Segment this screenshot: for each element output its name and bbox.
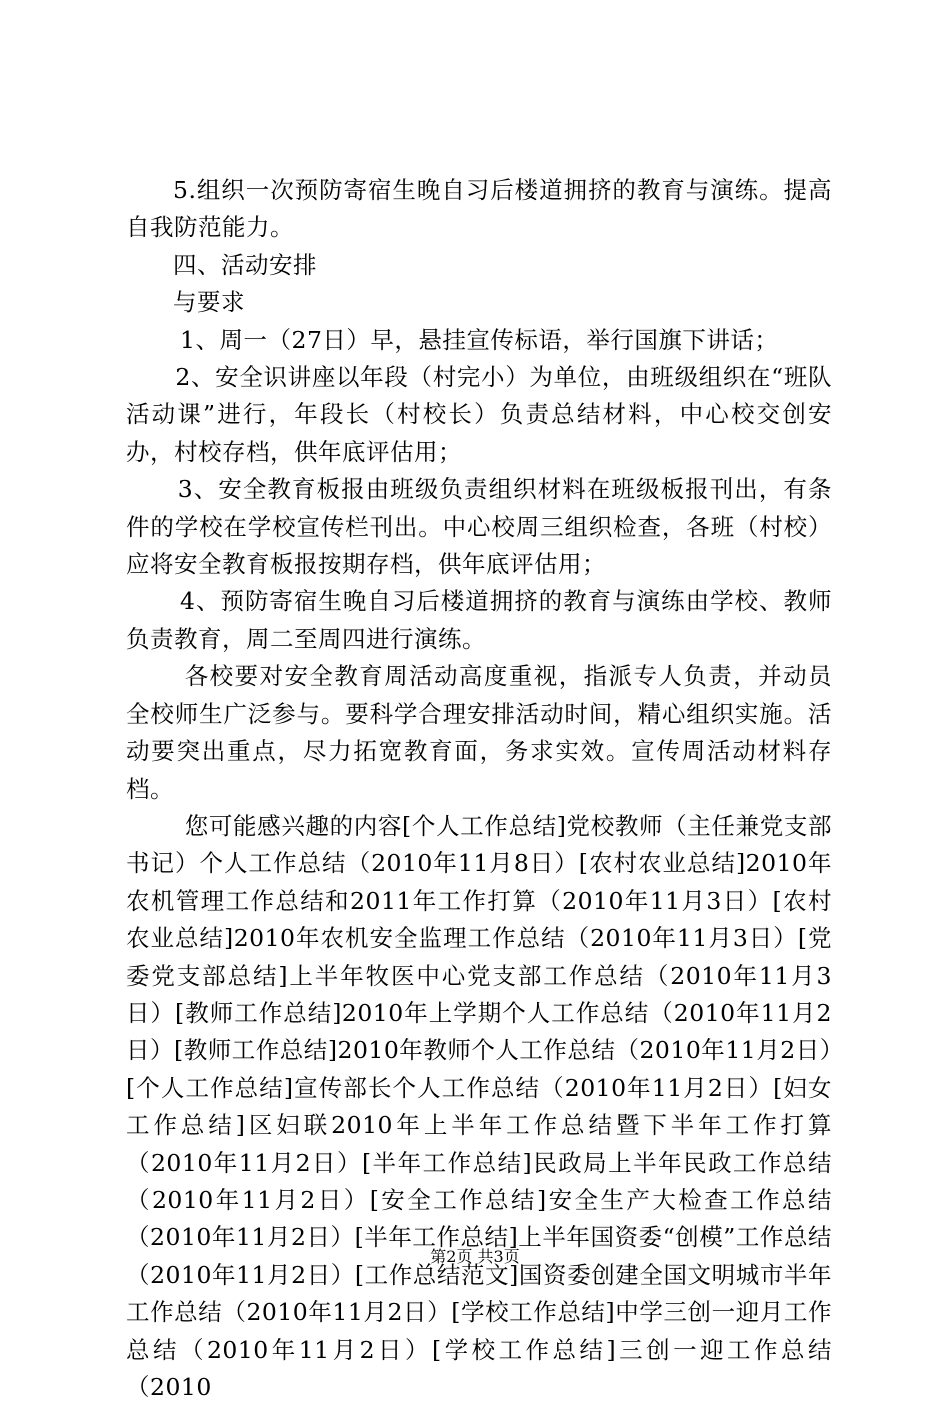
section-heading-4: 四、活动安排 <box>173 250 317 279</box>
arrangement-item-1: 1、周一（27日）早，悬挂宣传标语，举行国旗下讲话； <box>180 325 779 354</box>
related-content-paragraph: 您可能感兴趣的内容[个人工作总结]党校教师（主任兼党支部书记）个人工作总结（2010年11月8日）[农村农业总结]2010年农机管理工作总结和2011年工作打算（2010年11月3日）[农村农业总结]2010年农机安全监理工作总结（2010年11月3日）[党委党支部总结]上半年牧医中心党支部工作总结（2010年11月3日）[教师工作总结]2010年上学期个人工作总结（2010年11月2日）[教师工作总结]2010年教师个人工作总结（2010年11月2日）[个人工作总结]宣传部长个人工作总结（2010年11月2日）[妇女工作总结]区妇联2010年上半年工作总结暨下半年工作打算（2010年11月2日）[半年工作总结]民政局上半年民政工作总结（2010年11月2日）[安全工作总结]安全生产大检查工作总结（2010年11月2日）[半年工作总结]上半年国资委“创模”工作总结（2010年11月2日）[工作总结范文]国资委创建全国文明城市半年工作总结（2010年11月2日）[学校工作总结]中学三创一迎月工作总结（2010年11月2日）[学校工作总结]三创一迎工作总结（2010 <box>126 811 832 1401</box>
page-number-footer: 第2页 共3页 <box>430 1247 520 1266</box>
section-heading-continuation: 与要求 <box>173 288 245 317</box>
arrangement-item-4: 4、预防寄宿生晚自习后楼道拥挤的教育与演练由学校、教师负责教育，周二至周四进行演练。 <box>126 587 832 653</box>
arrangement-item-2: 2、安全识讲座以年段（村完小）为单位，由班级组织在“班队活动课”进行，年段长（村校长）负责总结材料，中心校交创安办，村校存档，供年底评估用； <box>126 363 832 466</box>
arrangement-item-3: 3、安全教育板报由班级负责组织材料在班级板报刊出，有条件的学校在学校宣传栏刊出。中心校周三组织检查，各班（村校）应将安全教育板报按期存档，供年底评估用； <box>126 475 832 579</box>
requirements-paragraph: 各校要对安全教育周活动高度重视，指派专人负责，并动员全校师生广泛参与。要科学合理安排活动时间，精心组织实施。活动要突出重点，尽力拓宽教育面，务求实效。宣传周活动材料存档。 <box>126 662 832 803</box>
document-body <box>126 172 832 1406</box>
paragraph-item-5: 5.组织一次预防寄宿生晚自习后楼道拥挤的教育与演练。提高自我防范能力。 <box>126 176 832 242</box>
